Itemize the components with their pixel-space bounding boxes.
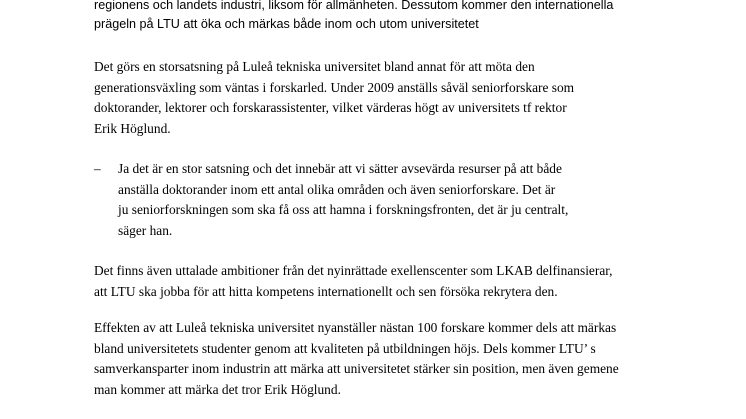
quote-dash: –: [94, 161, 101, 176]
paragraph-line: Det görs en storsatsning på Luleå tekniska universitet bland annat för att möta den: [94, 59, 535, 74]
lead-line: regionens och landets industri, liksom för allmänheten. Dessutom kommer den internationella: [94, 0, 614, 12]
quote-line: Ja det är en stor satsning och det innebär att vi sätter avsevärda resurser på att både: [118, 161, 562, 176]
paragraph-line: att LTU ska jobba för att hitta kompetens internationellt och sen försöka rekrytera den.: [94, 283, 558, 299]
paragraph-line: generationsväxling som väntas i forskarled. Under 2009 anställs såväl seniorforskare som: [94, 79, 575, 95]
quote-line: anställa doktorander inom ett antal olika områden och även seniorforskare. Det är: [118, 181, 556, 197]
paragraph-line: man kommer att märka det tror Erik Höglund.: [94, 381, 341, 397]
lead-line: prägeln på LTU att öka och märkas både inom och utom universitetet: [94, 16, 479, 31]
quote-line: säger han.: [118, 222, 173, 238]
paragraph-line: Erik Höglund.: [94, 120, 171, 136]
paragraph-line: Effekten av att Luleå tekniska universitet nyanställer nästan 100 forskare kommer dels att märkas: [94, 320, 617, 335]
body-paragraph-1: [94, 57, 694, 139]
lead-paragraph: [94, 0, 694, 33]
paragraph-line: Det finns även uttalade ambitioner från det nyinrättade exellenscenter som LKAB delfinansierar,: [94, 263, 613, 278]
paragraph-line: doktorander, lektorer och forskarassistenter, vilket värderas högt av universitets tf rektor: [94, 100, 567, 115]
body-paragraph-3: [94, 318, 694, 400]
quote-line: ju seniorforskningen som ska få oss att hamna i forskningsfronten, det är ju centralt,: [118, 202, 569, 217]
quote-text: [118, 159, 568, 241]
body-paragraph-2: [94, 261, 694, 302]
paragraph-line: bland universitetets studenter genom att kvaliteten på utbildningen höjs. Dels kommer LTU’ s: [94, 340, 596, 356]
paragraph-line: samverkansparter inom industrin att märka att universitetet stärker sin position, men även gemene: [94, 361, 619, 376]
